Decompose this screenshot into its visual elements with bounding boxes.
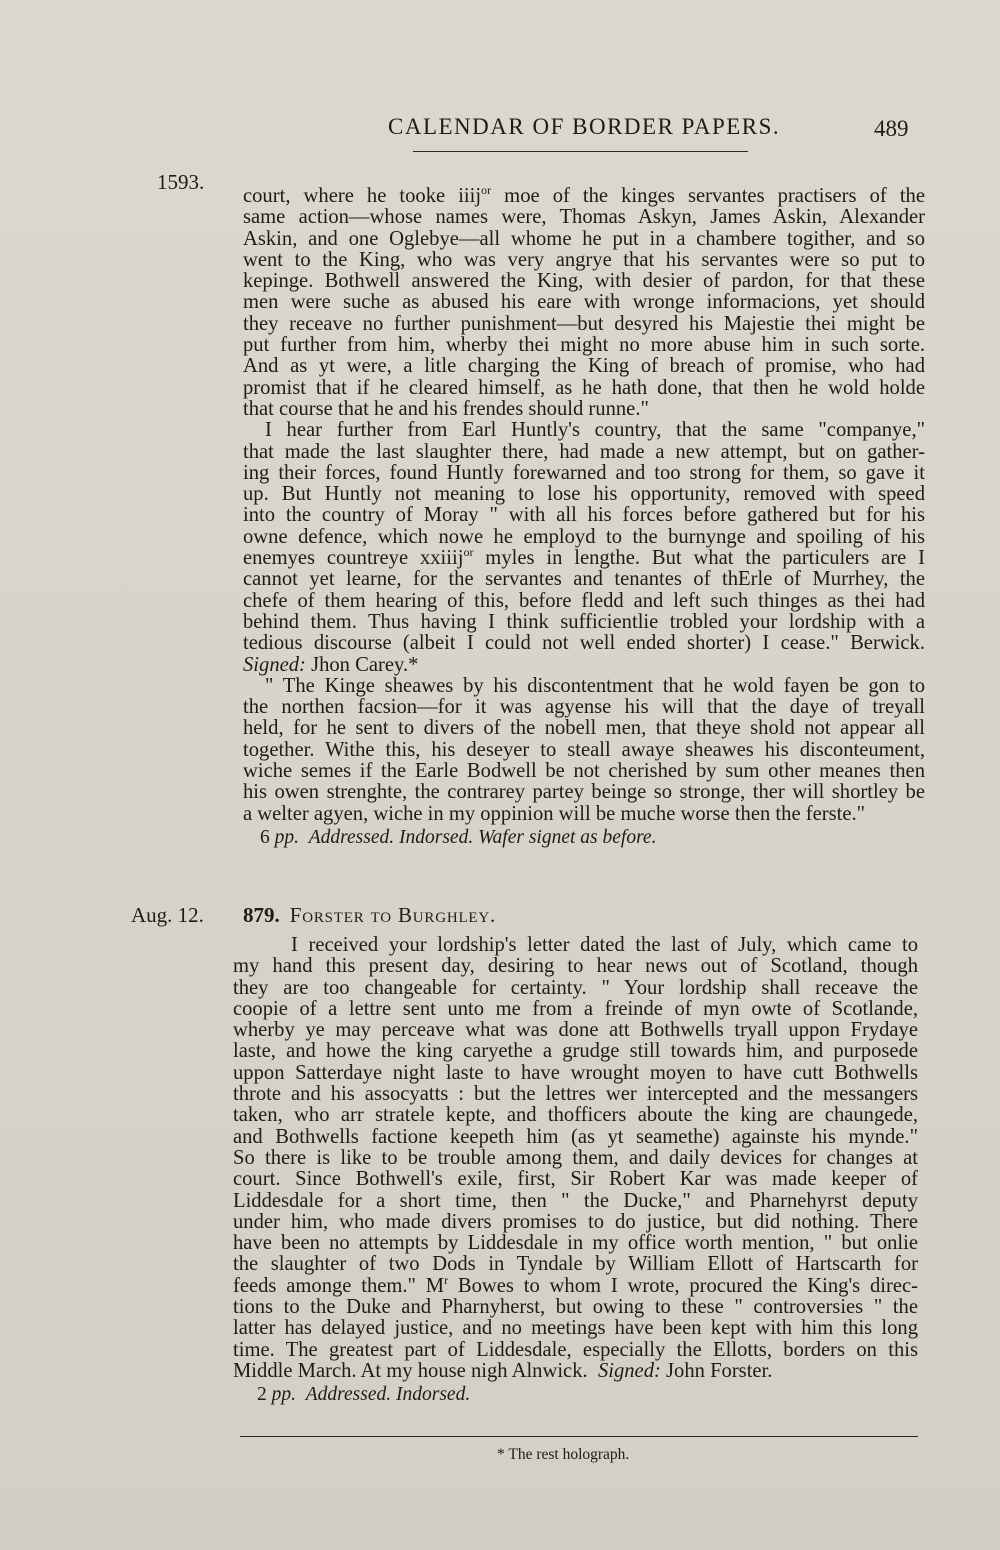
text-line: enemyes countreye xxiiij$^{or}$ myles in lengthe. But what the particulers are I bbox=[243, 545, 925, 570]
signed-label: Signed: bbox=[243, 653, 306, 676]
text-line: taken, who arr stratele kepte, and thofficers aboute the king are chaungede, bbox=[233, 1104, 918, 1127]
text-line: held, for he sent to divers of the nobell men, that theye shold not appear all bbox=[243, 717, 925, 740]
text-line: they are too changeable for certainty. " Your lordship shall receave the bbox=[233, 976, 918, 999]
text-line: kepinge. Bothwell answered the King, with desier of pardon, for that these bbox=[243, 270, 925, 293]
text-line: And as yt were, a litle charging the King of breach of promise, who had bbox=[243, 355, 925, 378]
text-line: cannot yet learne, for the servantes and tenantes of thErle of Murrhey, the bbox=[243, 568, 925, 591]
text-line: same action—whose names were, Thomas Askyn, James Askin, Alexander bbox=[243, 206, 925, 229]
text-line: I hear further from Earl Huntly's country, that the same "companye," bbox=[265, 419, 925, 442]
text-line: that course that he and his frendes should runne." bbox=[243, 397, 649, 420]
text-line: court, where he tooke iiij$^{or}$ moe of the kinges servantes practisers of the bbox=[243, 183, 925, 207]
text-line: my hand this present day, desiring to hear news out of Scotland, though bbox=[233, 955, 918, 978]
entry-878-continuation bbox=[243, 183, 925, 849]
text-line: Liddesdale for a short time, then " the Ducke," and Pharnehyrst deputy bbox=[233, 1189, 918, 1212]
text-line: laste, and howe the king caryethe a grudge still towards him, and purposede bbox=[233, 1040, 918, 1063]
text-line: behind them. Thus having I think sufficientlie trobled your lordship with a bbox=[243, 610, 925, 633]
running-header-title: CALENDAR OF BORDER PAPERS. bbox=[388, 114, 781, 139]
text-line: that made the last slaughter there, had made a new attempt, but on gather- bbox=[243, 440, 925, 463]
entry-879-body bbox=[233, 935, 918, 1406]
text-line: " The Kinge sheawes by his discontentment that he wold fayen be gon to bbox=[265, 674, 925, 697]
text-line: chefe of them hearing of this, before fledd and left such thinges as thei had bbox=[243, 589, 925, 612]
text-line: a welter agyen, wiche in my oppinion will be muche worse then the ferste." bbox=[243, 802, 866, 825]
footnote-rule bbox=[240, 1436, 918, 1437]
text-line: latter has delayed justice, and no meetings have been kept with him this long bbox=[233, 1317, 918, 1340]
text-line: uppon Satterdaye night laste to have wrought moyen to have cutt Bothwells bbox=[233, 1061, 918, 1084]
text-line: men were suche as abused his eare with wronge informacions, yet should bbox=[243, 291, 925, 314]
text-line: together. Withe this, his deseyer to steall awaye sheawes his disconteument, bbox=[243, 738, 925, 761]
signed-label: Signed: bbox=[597, 1359, 661, 1382]
signatory: Jhon Carey.* bbox=[311, 653, 419, 676]
text-line: So there is like to be trouble among them, and daily devices for changes at bbox=[233, 1146, 918, 1169]
text-line: tedious discourse (albeit I could not well ended shorter) I cease." Berwick. bbox=[243, 632, 925, 655]
entry-title: Forster to Burghley. bbox=[289, 903, 497, 927]
text-line: they receave no further punishment—but desyred his Majestie thei might be bbox=[243, 312, 925, 335]
paragraph-1 bbox=[243, 183, 925, 420]
text-line: coopie of a lettre sent unto me from a freinde of myn owte of Scotlande, bbox=[233, 997, 918, 1020]
text-line: throte and his assocyatts : but the lettres wer intercepted and the messangers bbox=[233, 1083, 918, 1106]
entry-number: 879. bbox=[243, 903, 280, 927]
text-line: wherby ye may perceave what was done att Bothwells tryall uppon Frydaye bbox=[233, 1019, 918, 1042]
text-line: the northen facsion—for it was agyense his will that the daye of treyall bbox=[243, 696, 925, 719]
document-description: 6 pp. Addressed. Indorsed. Wafer signet as before. bbox=[260, 826, 657, 848]
text-line: owne defence, which nowe he employd to the burnynge and spoiling of his bbox=[243, 525, 925, 548]
header-rule bbox=[413, 151, 748, 152]
text-line: put further from him, wherby thei might no more abuse him in such sorte. bbox=[243, 334, 925, 357]
text-line: ing their forces, found Huntly forewarned and too strong for them, so gave it bbox=[243, 461, 925, 484]
paragraph-4 bbox=[233, 935, 918, 1382]
text-line: and Bothwells factione keepeth him (as yt seamethe) againste his mynde." bbox=[233, 1125, 918, 1148]
text-line: court. Since Bothwell's exile, first, Sir Robert Kar was made keeper of bbox=[233, 1168, 918, 1191]
signature-line bbox=[243, 655, 925, 676]
text-line: time. The greatest part of Liddesdale, especially the Ellotts, borders on this bbox=[233, 1338, 918, 1361]
paragraph-2 bbox=[243, 420, 925, 676]
text-line: promist that if he cleared himself, as he hath done, that then he wold holde bbox=[243, 376, 925, 399]
text-line: I received your lordship's letter dated the last of July, which came to bbox=[291, 934, 918, 956]
margin-year: 1593. bbox=[157, 170, 205, 194]
text-line: tions to the Duke and Pharnyherst, but owing to these " controversies " the bbox=[233, 1296, 918, 1319]
page-number: 489 bbox=[874, 116, 909, 141]
text-line: feeds amonge them." $M^r$ Bowes to whom I wrote, procured the King's direc- bbox=[233, 1272, 918, 1297]
text-line: under him, who made divers promises to do justice, but did nothing. There bbox=[233, 1210, 918, 1233]
document-description: 2 pp. Addressed. Indorsed. bbox=[257, 1384, 471, 1406]
text-line: Askin, and one Oglebye—all whome he put in a chambere togither, and so bbox=[243, 227, 925, 250]
text-line: into the country of Moray " with all his forces before gathered but for his bbox=[243, 504, 925, 527]
entry-heading bbox=[243, 903, 496, 928]
paragraph-3 bbox=[243, 676, 925, 825]
text-line: Middle March. At my house nigh Alnwick. Signed: John Forster. bbox=[233, 1359, 773, 1382]
text-line: wiche semes if the Earle Bodwell be not cherished by sum other meanes then bbox=[243, 760, 925, 783]
margin-date: Aug. 12. bbox=[131, 903, 204, 927]
footnote: * The rest holograph. bbox=[497, 1446, 630, 1463]
text-line: have been no attempts by Liddesdale in my office worth mention, " but onlie bbox=[233, 1232, 918, 1255]
text-line: the slaughter of two Dods in Tyndale by William Ellott of Hartscarth for bbox=[233, 1253, 918, 1276]
signatory: John Forster. bbox=[666, 1359, 773, 1382]
text-line: up. But Huntly not meaning to lose his opportunity, removed with speed bbox=[243, 483, 925, 506]
text-line: his owen strenghte, the contrarey partey beinge so stronge, ther will shortley be bbox=[243, 781, 925, 804]
text-line: went to the King, who was very angrye that his servantes were so put to bbox=[243, 248, 925, 271]
